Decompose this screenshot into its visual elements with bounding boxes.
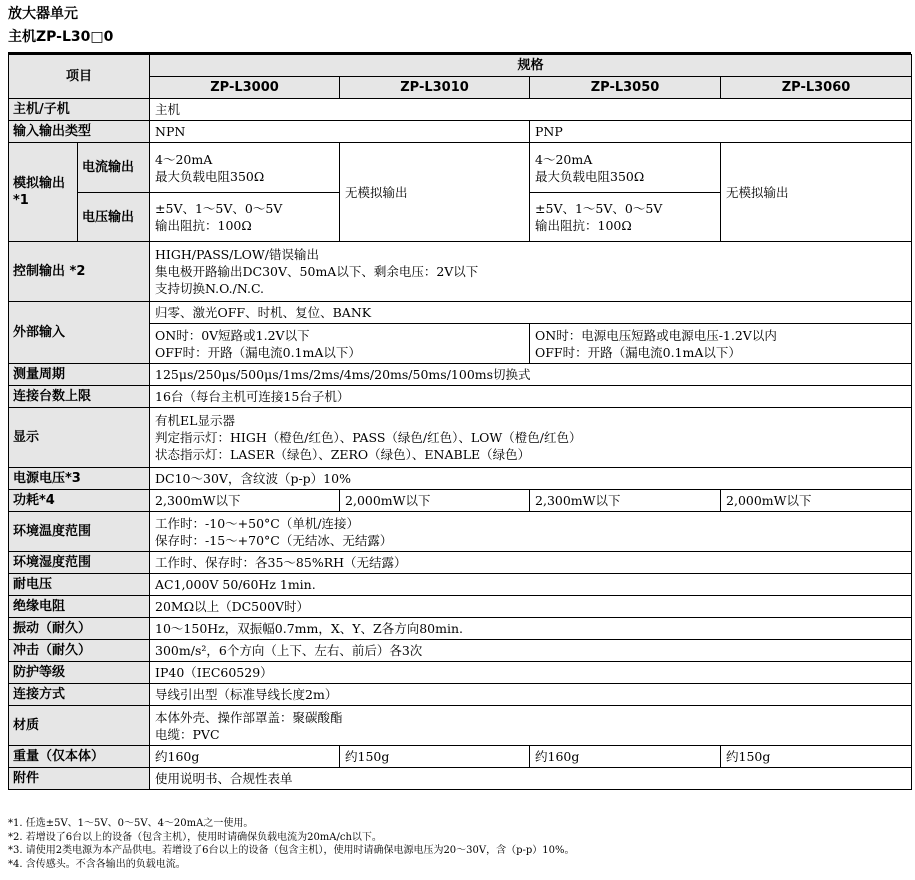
- row-label: 振动（耐久）: [9, 618, 150, 640]
- table-row: [9, 364, 912, 386]
- model-header: ZP-L3000: [150, 77, 340, 99]
- table-row: [9, 512, 912, 552]
- row-label: 附件: [9, 768, 150, 790]
- table-row: [9, 99, 912, 121]
- row-value: 125μs/250μs/500μs/1ms/2ms/4ms/20ms/50ms/100ms切换式: [150, 364, 912, 386]
- row-value: AC1,000V 50/60Hz 1min.: [150, 574, 912, 596]
- row-value: PNP: [530, 121, 912, 143]
- table-row: [9, 768, 912, 790]
- row-value: 约150g: [340, 746, 530, 768]
- item-header: 项目: [9, 55, 150, 99]
- row-label: 主机/子机: [9, 99, 150, 121]
- row-value: 工作时、保存时：各35～85%RH（无结露）: [150, 552, 912, 574]
- row-label: 显示: [9, 408, 150, 468]
- row-value: 使用说明书、合规性表单: [150, 768, 912, 790]
- row-label: 连接台数上限: [9, 386, 150, 408]
- row-value: 2,300mW以下: [530, 490, 721, 512]
- table-row: [9, 302, 912, 324]
- row-value: 无模拟输出: [721, 143, 912, 242]
- footnotes: [8, 817, 575, 871]
- row-value: ±5V、1～5V、0～5V 输出阻抗：100Ω: [530, 193, 721, 242]
- row-label: 重量（仅本体）: [9, 746, 150, 768]
- table-row: [9, 618, 912, 640]
- row-value: 无模拟输出: [340, 143, 530, 242]
- spec-header: 规格: [150, 55, 912, 77]
- page-title: 放大器单元: [8, 6, 78, 22]
- row-sublabel: 电压输出: [78, 193, 150, 242]
- spec-table: [8, 54, 912, 790]
- model-header: ZP-L3060: [721, 77, 912, 99]
- row-value: 2,000mW以下: [721, 490, 912, 512]
- row-label: 连接方式: [9, 684, 150, 706]
- page-subtitle: 主机ZP-L30□0: [8, 29, 114, 45]
- row-label: 功耗*4: [9, 490, 150, 512]
- row-value: 归零、激光OFF、时机、复位、BANK: [150, 302, 912, 324]
- table-row: [9, 684, 912, 706]
- row-label: 外部输入: [9, 302, 150, 364]
- row-value: 工作时：-10～+50°C（单机/连接） 保存时：-15～+70°C（无结冰、无结露）: [150, 512, 912, 552]
- row-value: 20MΩ以上（DC500V时）: [150, 596, 912, 618]
- table-row: [9, 574, 912, 596]
- row-label: 测量周期: [9, 364, 150, 386]
- row-label: 模拟输出 *1: [9, 143, 78, 242]
- row-value: 300m/s²，6个方向（上下、左右、前后）各3次: [150, 640, 912, 662]
- table-row: [9, 662, 912, 684]
- row-label: 冲击（耐久）: [9, 640, 150, 662]
- table-row: [9, 706, 912, 746]
- footnote: *2. 若增设了6台以上的设备（包含主机），使用时请确保负载电流为20mA/ch以下。: [8, 831, 382, 843]
- row-value: DC10～30V，含纹波（p-p）10%: [150, 468, 912, 490]
- row-value: 4～20mA 最大负载电阻350Ω: [530, 143, 721, 193]
- row-value: 10～150Hz，双振幅0.7mm，X、Y、Z各方向80min.: [150, 618, 912, 640]
- footnote: *1. 任选±5V、1～5V、0～5V、4～20mA之一使用。: [8, 818, 254, 829]
- row-value: ON时：0V短路或1.2V以下 OFF时：开路（漏电流0.1mA以下）: [150, 324, 530, 364]
- row-value: 4～20mA 最大负载电阻350Ω: [150, 143, 340, 193]
- row-label: 环境湿度范围: [9, 552, 150, 574]
- row-value: ON时：电源电压短路或电源电压-1.2V以内 OFF时：开路（漏电流0.1mA以下）: [530, 324, 912, 364]
- row-value: 16台（每台主机可连接15台子机）: [150, 386, 912, 408]
- table-row: [9, 640, 912, 662]
- table-row: [9, 386, 912, 408]
- table-row: [9, 468, 912, 490]
- row-label: 电源电压*3: [9, 468, 150, 490]
- footnote: *3. 请使用2类电源为本产品供电。若增设了6台以上的设备（包含主机），使用时请确保电源电压为20～30V，含（p-p）10%。: [8, 845, 575, 856]
- table-row: [9, 552, 912, 574]
- row-label: 绝缘电阻: [9, 596, 150, 618]
- table-row: [9, 490, 912, 512]
- row-value: 本体外壳、操作部罩盖：聚碳酸酯 电缆：PVC: [150, 706, 912, 746]
- row-label: 耐电压: [9, 574, 150, 596]
- row-sublabel: 电流输出: [78, 143, 150, 193]
- table-row: [9, 596, 912, 618]
- row-value: ±5V、1～5V、0～5V 输出阻抗：100Ω: [150, 193, 340, 242]
- row-value: 2,300mW以下: [150, 490, 340, 512]
- row-label: 防护等级: [9, 662, 150, 684]
- row-label: 输入输出类型: [9, 121, 150, 143]
- footnote: *4. 含传感头。不含各输出的负载电流。: [8, 858, 186, 870]
- table-row: [9, 121, 912, 143]
- row-label: 材质: [9, 706, 150, 746]
- row-value: 有机EL显示器 判定指示灯：HIGH（橙色/红色）、PASS（绿色/红色）、LOW（橙色/红色） 状态指示灯：LASER（绿色）、ZERO（绿色）、ENABLE（绿色）: [150, 408, 912, 468]
- row-value: NPN: [150, 121, 530, 143]
- row-value: 约160g: [530, 746, 721, 768]
- table-row: [9, 746, 912, 768]
- row-label: 环境温度范围: [9, 512, 150, 552]
- table-row: [9, 242, 912, 302]
- model-header: ZP-L3050: [530, 77, 721, 99]
- row-value: 约160g: [150, 746, 340, 768]
- row-value: 主机: [150, 99, 912, 121]
- model-header: ZP-L3010: [340, 77, 530, 99]
- row-value: 约150g: [721, 746, 912, 768]
- row-value: 2,000mW以下: [340, 490, 530, 512]
- table-row: [9, 143, 912, 193]
- table-row: [9, 408, 912, 468]
- row-value: HIGH/PASS/LOW/错误输出 集电极开路输出DC30V、50mA以下、剩余电压：2V以下 支持切换N.O./N.C.: [150, 242, 912, 302]
- row-value: 导线引出型（标准导线长度2m）: [150, 684, 912, 706]
- row-label: 控制输出 *2: [9, 242, 150, 302]
- header-row: [9, 55, 912, 77]
- row-value: IP40（IEC60529）: [150, 662, 912, 684]
